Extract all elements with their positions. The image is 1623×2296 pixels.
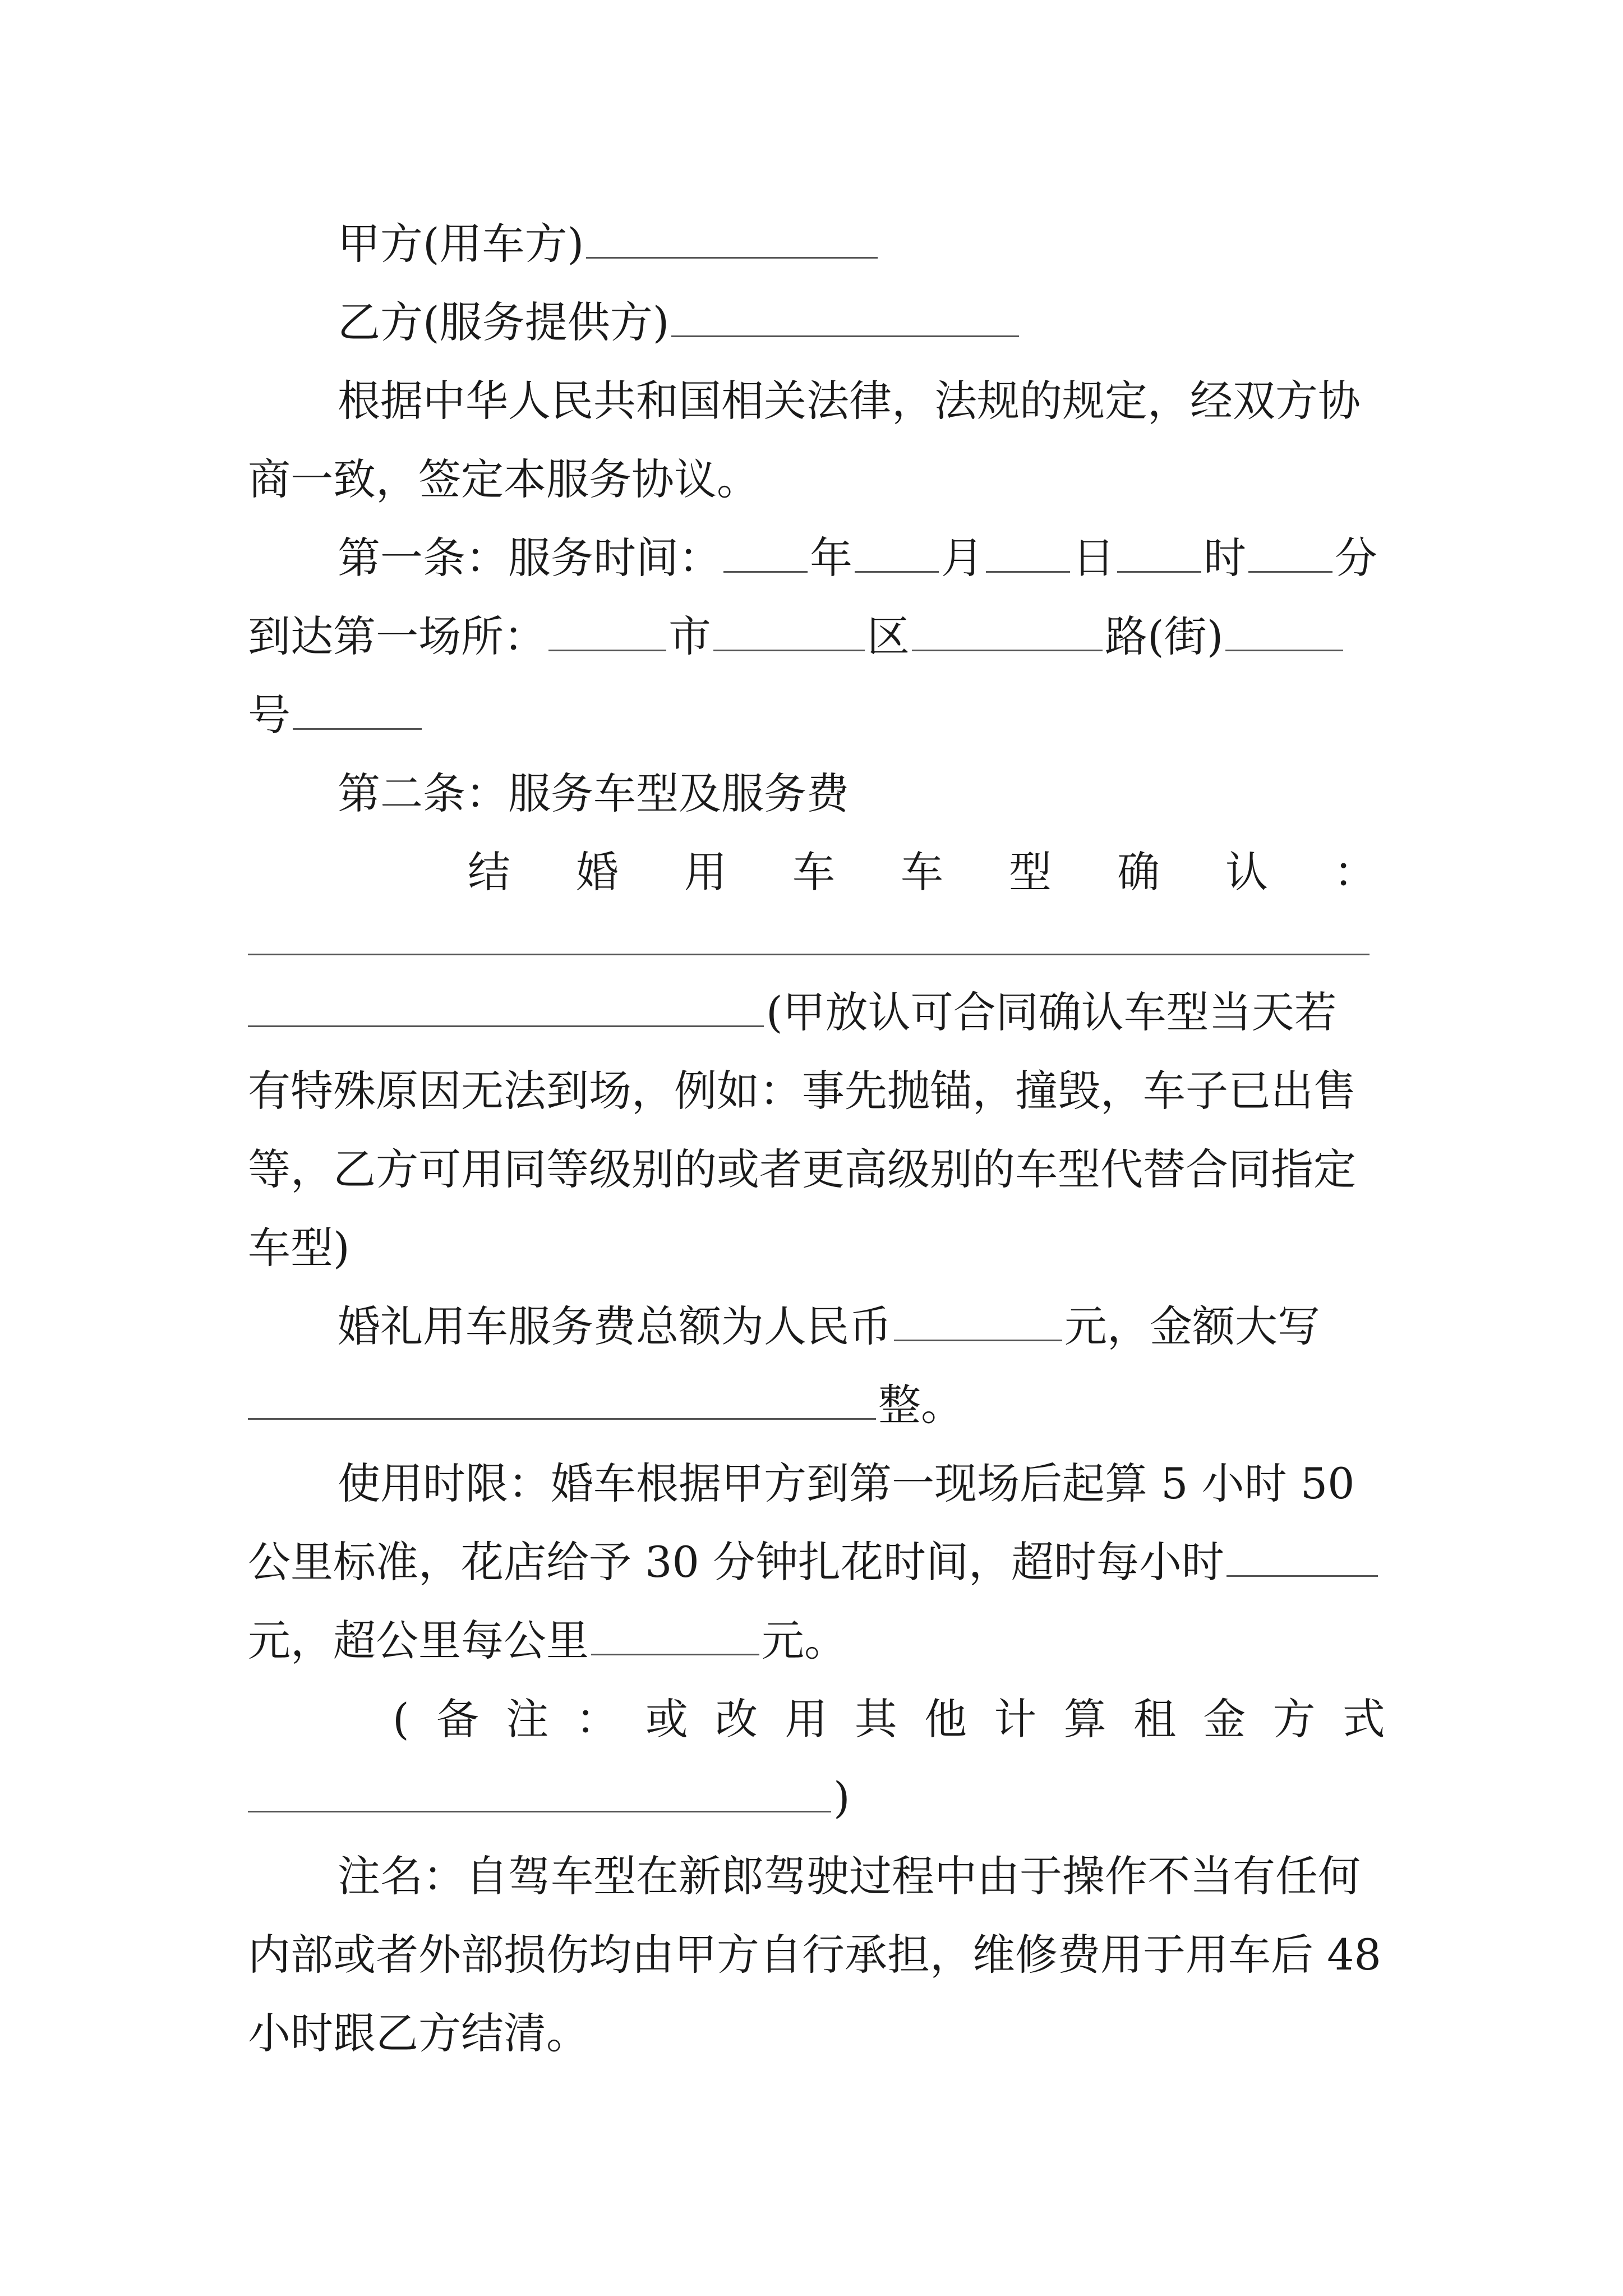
city-blank[interactable]	[548, 608, 666, 651]
fee-uppercase-blank[interactable]	[248, 1377, 876, 1420]
party-a-line	[338, 208, 1385, 280]
fee-end-label: 整。	[878, 1380, 963, 1430]
hour-label: 时	[1204, 533, 1246, 583]
time-limit-line-3	[248, 1604, 1385, 1677]
remark-char: 式	[1342, 1694, 1385, 1744]
remark-char: 其	[854, 1694, 897, 1744]
over-km-label: 元，超公里每公里	[248, 1616, 589, 1665]
intro-line-2: 商一致，签定本服务协议。	[248, 454, 759, 504]
remark-char: 他	[924, 1694, 967, 1744]
arrival-address-line	[248, 600, 1385, 673]
day-blank[interactable]	[986, 530, 1070, 573]
car-note-line-2: 有特殊原因无法到场，例如：事先抛锚，撞毁，车子已出售	[248, 1066, 1356, 1116]
self-drive-line-1: 注名：自驾车型在新郎驾驶过程中由于操作不当有任何	[338, 1851, 1361, 1901]
fee-uppercase-label: 元，金额大写	[1064, 1301, 1320, 1351]
car-note-line-3: 等，乙方可用同等级别的或者更高级别的车型代替合同指定	[248, 1144, 1356, 1194]
car-confirm-char: 车	[901, 847, 943, 897]
remark-char: 备	[436, 1694, 479, 1744]
intro-line-1: 根据中华人民共和国相关法律，法规的规定，经双方协	[338, 376, 1361, 426]
month-blank[interactable]	[855, 530, 939, 573]
self-drive-line-2: 内部或者外部损伤均由甲方自行承担，维修费用于用车后 48	[248, 1930, 1381, 1980]
party-b-line	[338, 286, 1385, 359]
road-blank[interactable]	[912, 608, 1103, 651]
time-limit-line-1: 使用时限：婚车根据甲方到第一现场后起算 5 小时 50	[338, 1458, 1355, 1508]
car-note-line-1	[248, 976, 1385, 1049]
car-confirm-char: ：	[1334, 847, 1376, 897]
over-km-rate-blank[interactable]	[591, 1612, 759, 1655]
party-a-blank[interactable]	[586, 215, 878, 259]
article-2-heading: 第二条：服务车型及服务费	[338, 769, 849, 818]
city-label: 市	[668, 611, 711, 661]
house-number-line	[248, 679, 1385, 752]
remark-char: 计	[994, 1694, 1037, 1744]
month-label: 月	[941, 533, 984, 583]
district-label: 区	[867, 611, 910, 661]
car-confirm-char: 认	[1225, 847, 1268, 897]
fee-line-1	[338, 1290, 1385, 1363]
remark-char: 算	[1063, 1694, 1106, 1744]
overtime-rate-blank[interactable]	[1227, 1534, 1378, 1577]
remark-char: 注	[506, 1694, 549, 1744]
road-label: 路(街)	[1105, 611, 1224, 661]
car-note-1: (甲放认可合同确认车型当天若	[766, 987, 1337, 1037]
year-label: 年	[810, 533, 852, 583]
fee-label: 婚礼用车服务费总额为人民币	[338, 1301, 892, 1351]
year-blank[interactable]	[723, 530, 808, 573]
remark-char: 改	[715, 1694, 758, 1744]
remark-char: (	[393, 1694, 409, 1744]
arrival-label: 到达第一场所：	[248, 611, 546, 661]
party-b-blank[interactable]	[671, 294, 1019, 337]
district-blank[interactable]	[713, 608, 865, 651]
minute-label: 分	[1335, 533, 1377, 583]
remark-char: 用	[785, 1694, 828, 1744]
remark-char: 方	[1272, 1694, 1316, 1744]
article-1-label: 第一条：服务时间：	[338, 533, 721, 583]
hour-blank[interactable]	[1117, 530, 1201, 573]
car-confirm-char: 型	[1009, 847, 1052, 897]
fee-line-2	[248, 1369, 1385, 1442]
time-limit-text: 公里标准，花店给予 30 分钟扎花时间，超时每小时	[248, 1537, 1225, 1587]
car-model-confirm-line	[468, 836, 1376, 909]
car-confirm-char: 婚	[576, 847, 619, 897]
remark-line	[393, 1683, 1385, 1756]
time-limit-line-2	[248, 1526, 1385, 1599]
article-1-time-line	[338, 522, 1385, 595]
remark-line-2	[248, 1761, 1385, 1834]
car-note-line-4: 车型)	[248, 1223, 350, 1273]
party-a-label: 甲方(用车方)	[338, 219, 584, 269]
day-label: 日	[1072, 533, 1115, 583]
over-km-unit: 元。	[762, 1616, 847, 1665]
remark-char: 租	[1133, 1694, 1176, 1744]
remark-char: ：	[575, 1694, 619, 1744]
remark-blank[interactable]	[248, 1769, 831, 1812]
car-confirm-char: 确	[1117, 847, 1160, 897]
minute-blank[interactable]	[1248, 530, 1332, 573]
remark-close: )	[833, 1773, 850, 1823]
car-confirm-char: 用	[684, 847, 727, 897]
car-confirm-char: 结	[468, 847, 510, 897]
party-b-label: 乙方(服务提供方)	[338, 297, 670, 347]
car-model-blank-line[interactable]	[248, 954, 1370, 955]
self-drive-line-3: 小时跟乙方结清。	[248, 2008, 589, 2058]
car-confirm-char: 车	[792, 847, 835, 897]
house-number-blank[interactable]	[293, 687, 422, 730]
car-model-blank-continued[interactable]	[248, 984, 764, 1027]
remark-char: 金	[1203, 1694, 1246, 1744]
remark-char: 或	[645, 1694, 688, 1744]
fee-amount-blank[interactable]	[894, 1298, 1062, 1341]
street-number-blank[interactable]	[1225, 608, 1343, 651]
number-label: 号	[248, 690, 291, 740]
